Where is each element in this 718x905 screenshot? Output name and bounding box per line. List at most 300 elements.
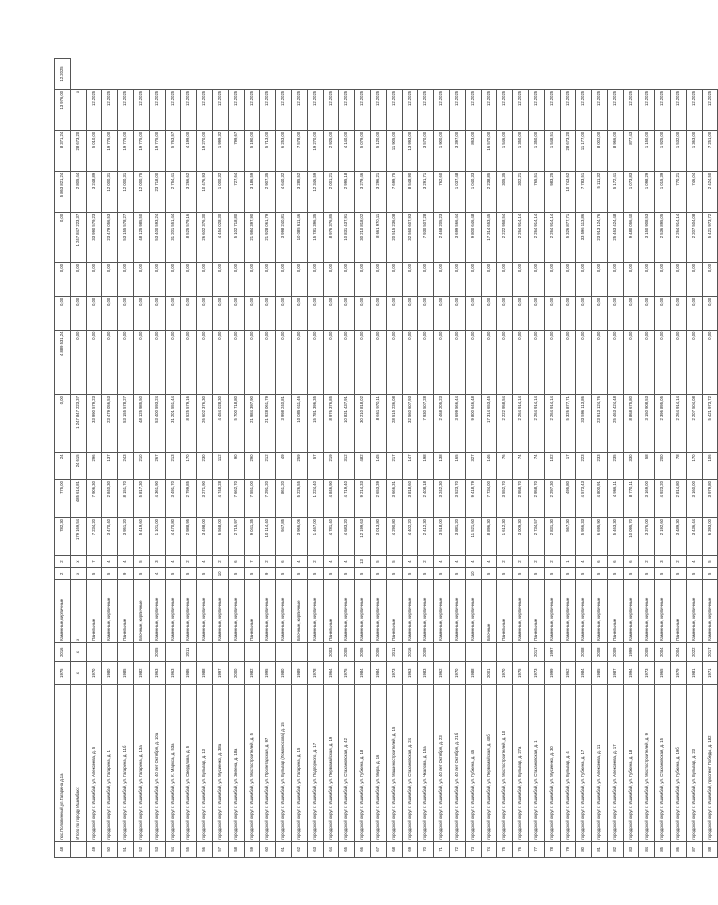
- table-cell: 3 491,70: [165, 480, 181, 518]
- table-cell: 0,00: [465, 330, 481, 395]
- table-row: [133, 59, 149, 858]
- table-cell: 5 463,30: [607, 517, 623, 555]
- table-cell: 0,00: [323, 330, 339, 395]
- table-cell: 79: [560, 841, 576, 857]
- table-cell: 51: [118, 841, 134, 857]
- table-cell: 0,00: [55, 296, 71, 330]
- table-cell: 4 640,32: [276, 171, 292, 212]
- table-cell: городской округ г. Ишимбай, ул. Первомайская, д. 40б: [481, 684, 497, 841]
- table-cell: 2 222 958,54: [497, 212, 513, 262]
- table-cell: 146: [481, 453, 497, 480]
- table-cell: 2 222 958,54: [497, 395, 513, 453]
- table-cell: 0,00: [497, 330, 513, 395]
- table-cell: 0,00: [639, 262, 655, 296]
- table-cell: 2 468 205,23: [434, 212, 450, 262]
- table-cell: 1965: [655, 662, 671, 685]
- table-cell: 0,00: [418, 262, 434, 296]
- table-cell: 68: [386, 841, 402, 857]
- table-cell: 7 578,00: [291, 130, 307, 171]
- table-cell: 7 783,51: [576, 171, 592, 212]
- table-cell: 2 958,70: [528, 480, 544, 518]
- table-cell: Каменные, кирпичные: [702, 580, 718, 642]
- table-cell: 0,00: [686, 330, 702, 395]
- table-cell: Каменные, кирпичные: [592, 580, 608, 642]
- table-cell: 30 210 818,02: [355, 212, 371, 262]
- table-cell: 1963: [165, 662, 181, 685]
- table-cell: 57: [212, 841, 228, 857]
- table-cell: 10 831 437,91: [339, 212, 355, 262]
- table-cell: 8 976 376,85: [323, 212, 339, 262]
- table-cell: 0,00: [323, 296, 339, 330]
- table-cell: 78: [671, 453, 687, 480]
- table-cell: 5: [386, 568, 402, 580]
- table-cell: городской округ г. Ишимбай, ул. Гагарина, д. 15: [291, 684, 307, 841]
- table-row: [370, 59, 386, 858]
- table-cell: 3 699 566,44: [449, 395, 465, 453]
- table-cell: городской округ г. Ишимбай, ул. К. Маркса, д. 53а: [165, 684, 181, 841]
- table-cell: Каменные, кирпичные: [655, 580, 671, 642]
- table-cell: 19 270,00: [307, 130, 323, 171]
- table-cell: 0,00: [686, 262, 702, 296]
- table-cell: 5: [370, 568, 386, 580]
- table-cell: 12.2025: [434, 89, 450, 130]
- table-cell: 1963: [402, 662, 418, 685]
- table-cell: 1995: [260, 662, 276, 685]
- table-cell: Панельные: [118, 580, 134, 642]
- table-cell: 2 799,85: [181, 480, 197, 518]
- table-cell: 12.2025: [560, 89, 576, 130]
- table-cell: 2009: [607, 642, 623, 661]
- table-cell: 4 683,20: [339, 517, 355, 555]
- table-cell: 2 814,80: [671, 480, 687, 518]
- table-cell: 1 098,29: [639, 171, 655, 212]
- table-cell: 3 518,00: [434, 517, 450, 555]
- table-cell: 12.2025: [576, 89, 592, 130]
- table-cell: 1 925,00: [655, 130, 671, 171]
- table-cell: 2005: [149, 642, 165, 661]
- table-cell: 4: [149, 568, 165, 580]
- table-cell: городской округ г. Ишимбай, ул. Губкина, д. 18: [355, 684, 371, 841]
- table-cell: [465, 642, 481, 661]
- table-cell: 65: [339, 841, 355, 857]
- table-cell: 12.2025: [133, 89, 149, 130]
- table-cell: 10 085 611,46: [291, 395, 307, 453]
- table-cell: 4 454 028,30: [212, 212, 228, 262]
- table-cell: 7 662,70: [228, 480, 244, 518]
- table-cell: 2006: [355, 642, 371, 661]
- table-row: [228, 59, 244, 858]
- table-cell: 12.2025: [339, 89, 355, 130]
- table-row: [149, 59, 165, 858]
- table-row: [528, 59, 544, 858]
- table-cell: 233: [592, 453, 608, 480]
- table-cell: 5 172,41: [607, 171, 623, 212]
- table-cell: 1 247 847 223,37: [70, 212, 86, 262]
- table-cell: 2 264 914,14: [544, 212, 560, 262]
- table-cell: городской округ г. Ишимбай, ул. 40 лет Октября, д. 23: [434, 684, 450, 841]
- table-cell: 4: [449, 555, 465, 567]
- table-cell: 947,85: [276, 517, 292, 555]
- table-cell: 6: [228, 555, 244, 567]
- table-cell: 3 291,71: [418, 171, 434, 212]
- table-cell: 2: [307, 555, 323, 567]
- table-cell: 0,00: [418, 330, 434, 395]
- table-cell: 495,80: [560, 480, 576, 518]
- table-cell: 1980: [276, 662, 292, 685]
- table-cell: [560, 642, 576, 661]
- table-cell: 2 831,30: [544, 517, 560, 555]
- table-cell: 0,00: [291, 296, 307, 330]
- table-cell: 10: [465, 568, 481, 580]
- table-cell: 3 242,30: [434, 480, 450, 518]
- table-cell: 11 177,00: [576, 130, 592, 171]
- table-row: [607, 59, 623, 858]
- table-cell: 2 264 914,14: [513, 395, 529, 453]
- table-cell: 2011: [181, 642, 197, 661]
- table-cell: 6 253,00: [276, 130, 292, 171]
- table-cell: 0,00: [513, 296, 529, 330]
- table-cell: 3 881,20: [449, 517, 465, 555]
- table-cell: Блочные, кирпичные: [133, 580, 149, 642]
- table-cell: 12.2025: [355, 89, 371, 130]
- table-cell: 983,25: [544, 171, 560, 212]
- table-cell: 5: [702, 568, 718, 580]
- table-cell: 0,00: [323, 262, 339, 296]
- table-cell: 88: [702, 841, 718, 857]
- table-cell: 0,00: [86, 262, 102, 296]
- table-cell: 1999: [544, 662, 560, 685]
- table-cell: 5: [86, 568, 102, 580]
- table-cell: 4: [686, 555, 702, 567]
- table-cell: 4 923,20: [655, 480, 671, 518]
- table-cell: 23 718,00: [149, 171, 165, 212]
- table-cell: 23 913 124,76: [592, 212, 608, 262]
- table-cell: 0,00: [402, 262, 418, 296]
- table-cell: 200: [655, 453, 671, 480]
- table-cell: 765,51: [528, 171, 544, 212]
- table-row: [576, 59, 592, 858]
- table-cell: 1987: [607, 662, 623, 685]
- rotated-register-table: [54, 58, 712, 858]
- table-cell: 24: [55, 453, 71, 480]
- table-cell: 230: [197, 453, 213, 480]
- table-cell: 0,00: [339, 262, 355, 296]
- table-cell: 3 169,00: [639, 480, 655, 518]
- table-cell: 75: [497, 841, 513, 857]
- table-cell: 12.2025: [465, 89, 481, 130]
- table-cell: 0,00: [655, 296, 671, 330]
- table-cell: 12 000,31: [118, 171, 134, 212]
- table-cell: 5 421 973,72: [702, 395, 718, 453]
- table-cell: 4: [291, 555, 307, 567]
- table-cell: 6: [592, 555, 608, 567]
- table-cell: 1 532,00: [671, 130, 687, 171]
- table-cell: 179 169,54: [70, 517, 86, 555]
- table-cell: 0,00: [102, 296, 118, 330]
- table-cell: 4 140,00: [339, 130, 355, 171]
- table-cell: 0,00: [339, 296, 355, 330]
- table-cell: 0,00: [55, 395, 71, 453]
- table-cell: 21 928 061,79: [260, 212, 276, 262]
- table-cell: 3 248,89: [86, 171, 102, 212]
- table-cell: 12 199,63: [355, 517, 371, 555]
- table-cell: 0,00: [449, 330, 465, 395]
- table-cell: 5: [307, 568, 323, 580]
- table-cell: 4 889 531,24: [55, 330, 71, 395]
- table-cell: Каменные, кирпичные: [639, 580, 655, 642]
- table-cell: 5 713,00: [260, 130, 276, 171]
- table-cell: 57: [307, 453, 323, 480]
- table-cell: 0,00: [212, 330, 228, 395]
- table-cell: 54: [165, 841, 181, 857]
- table-cell: 5: [592, 568, 608, 580]
- table-cell: 4 846,90: [323, 480, 339, 518]
- table-cell: 2016: [402, 642, 418, 661]
- table-cell: 12.2025: [149, 89, 165, 130]
- table-cell: 58: [639, 453, 655, 480]
- table-cell: 2 958,70: [513, 480, 529, 518]
- table-cell: 12 346,59: [307, 171, 323, 212]
- table-cell: 1 150,00: [639, 130, 655, 171]
- table-cell: 0,00: [370, 262, 386, 296]
- table-cell: 8 976 376,85: [323, 395, 339, 453]
- table-cell: 12.2025: [181, 89, 197, 130]
- table-cell: 4 719,40: [339, 480, 355, 518]
- table-cell: 5: [133, 568, 149, 580]
- table-cell: Каменные, кирпичные: [197, 580, 213, 642]
- table-cell: 2: [528, 555, 544, 567]
- table-cell: 78: [544, 841, 560, 857]
- table-cell: 2: [181, 555, 197, 567]
- table-cell: 2009: [418, 642, 434, 661]
- table-cell: 5 010,00: [86, 130, 102, 171]
- table-cell: 5 763,57: [165, 130, 181, 171]
- table-cell: 2016: [55, 642, 71, 661]
- table-cell: 3 699 566,44: [449, 212, 465, 262]
- table-cell: 861,20: [276, 480, 292, 518]
- table-cell: 55: [181, 841, 197, 857]
- table-cell: Каменные, кирпичные: [576, 580, 592, 642]
- table-cell: 0,00: [291, 262, 307, 296]
- table-cell: городской округ г. Ишимбай, ул. Стахановская, д. 24: [402, 684, 418, 841]
- table-cell: 2 238,85: [481, 171, 497, 212]
- table-cell: 2005: [339, 642, 355, 661]
- table-cell: 6 393,00: [702, 517, 718, 555]
- table-cell: 2: [671, 555, 687, 567]
- table-cell: 0,00: [576, 330, 592, 395]
- table-cell: городской округ г. Ишимбай, ул. Подгорного, д. 17: [307, 684, 323, 841]
- table-cell: 74: [513, 453, 529, 480]
- table-cell: 259: [291, 453, 307, 480]
- table-cell: 0,00: [228, 262, 244, 296]
- table-cell: Панельные: [528, 580, 544, 642]
- table-cell: 0,00: [544, 330, 560, 395]
- table-cell: 1999: [623, 642, 639, 661]
- table-cell: Каменные, кирпичные: [228, 580, 244, 642]
- table-cell: 145: [370, 453, 386, 480]
- table-cell: [70, 841, 86, 857]
- table-cell: 5: [671, 568, 687, 580]
- table-cell: 3 998 240,81: [276, 212, 292, 262]
- table-cell: 3 979,80: [702, 480, 718, 518]
- table-cell: 2 192,60: [655, 517, 671, 555]
- table-cell: 7 551,00: [244, 480, 260, 518]
- table-cell: 84: [639, 841, 655, 857]
- table-body: [55, 59, 718, 858]
- table-cell: 9 418,79: [465, 480, 481, 518]
- table-cell: городской округ г. Ишимбай, ул. Мусиенко, д. 38а: [212, 684, 228, 841]
- table-row: [260, 59, 276, 858]
- table-cell: Каменные, кирпичные: [402, 580, 418, 642]
- table-cell: городской округ г. Ишимбай, ул. Стахановская, д. 15: [655, 684, 671, 841]
- table-cell: 302,21: [513, 171, 529, 212]
- table-cell: 746,04: [686, 171, 702, 212]
- table-cell: Каменные, кирпичные: [307, 580, 323, 642]
- table-cell: Каменные,кирпичные: [55, 580, 71, 642]
- table-cell: 0,00: [228, 330, 244, 395]
- table-cell: 12.2025: [291, 89, 307, 130]
- table-cell: 59: [244, 841, 260, 857]
- table-cell: 4 748,28: [212, 480, 228, 518]
- table-cell: 1 350,00: [528, 130, 544, 171]
- table-cell: 67: [370, 841, 386, 857]
- table-cell: городской округ г. Ишимбай, ул. Свердлова, д. 5: [181, 684, 197, 841]
- table-cell: 3 397,00: [449, 130, 465, 171]
- table-cell: 1970: [497, 662, 513, 685]
- table-cell: 53 400 593,24: [149, 395, 165, 453]
- table-cell: 10: [212, 568, 228, 580]
- table-cell: 23 913 124,76: [592, 395, 608, 453]
- table-cell: городской округ г. Ишимбай, ул. Алексеева, д. 5: [86, 684, 102, 841]
- table-cell: 74: [528, 453, 544, 480]
- table-cell: 9: [260, 568, 276, 580]
- table-cell: 49: [86, 841, 102, 857]
- table-cell: 19 775,00: [118, 130, 134, 171]
- table-cell: 1975: [513, 662, 529, 685]
- table-cell: 2 805,44: [70, 171, 86, 212]
- table-cell: 66: [355, 841, 371, 857]
- table-cell: 12 000,31: [102, 171, 118, 212]
- table-cell: 9 800 646,48: [465, 212, 481, 262]
- table-cell: 1984: [370, 662, 386, 685]
- table-cell: 81: [592, 841, 608, 857]
- table-cell: 12.2025: [481, 89, 497, 130]
- table-cell: [276, 642, 292, 661]
- table-row: [671, 59, 687, 858]
- table-cell: 69: [402, 841, 418, 857]
- table-cell: 137: [102, 453, 118, 480]
- table-cell: [291, 642, 307, 661]
- table-cell: 0,00: [291, 330, 307, 395]
- table-cell: 0,00: [481, 330, 497, 395]
- table-cell: 877,43: [623, 130, 639, 171]
- table-cell: Каменные, кирпичные: [370, 580, 386, 642]
- table-cell: [133, 642, 149, 661]
- table-cell: 3 266,62: [181, 171, 197, 212]
- table-cell: 5: [276, 568, 292, 580]
- table-cell: 0,00: [434, 330, 450, 395]
- table-cell: 0,00: [307, 330, 323, 395]
- table-row: [465, 59, 481, 858]
- table-row: [339, 59, 355, 858]
- table-cell: [449, 642, 465, 661]
- table-cell: 305,35: [497, 171, 513, 212]
- table-cell: 0,00: [528, 330, 544, 395]
- table-cell: 5: [228, 568, 244, 580]
- table-cell: 30 210 818,02: [355, 395, 371, 453]
- table-cell: 2004: [655, 642, 671, 661]
- table-cell: городской округ г. Ишимбай, ул. Бульвар (Ломоносова) д. 15: [276, 684, 292, 841]
- table-cell: 3 013,80: [370, 517, 386, 555]
- table-cell: 3 186,59: [244, 171, 260, 212]
- table-cell: городской округ г. Ишимбай, ул. Стахановская, д. 1: [528, 684, 544, 841]
- table-cell: 12 000,75: [133, 171, 149, 212]
- table-cell: городской округ г. Ишимбай, ул. Первомайская, д. 19: [323, 684, 339, 841]
- table-cell: 2: [55, 568, 71, 580]
- table-cell: 0,00: [165, 296, 181, 330]
- table-cell: 138: [434, 453, 450, 480]
- table-row: [544, 59, 560, 858]
- table-cell: 33 596 113,86: [576, 395, 592, 453]
- table-cell: 4: [102, 555, 118, 567]
- table-cell: 775,00: [55, 480, 71, 518]
- table-cell: 6: [623, 555, 639, 567]
- table-cell: городской округ г. Ишимбай, ул. Мира, д. 16: [370, 684, 386, 841]
- table-cell: 4: [339, 555, 355, 567]
- table-cell: 7 291,20: [260, 480, 276, 518]
- table-cell: 5: [544, 568, 560, 580]
- table-cell: 19 775,00: [149, 130, 165, 171]
- table-cell: 0,00: [702, 330, 718, 395]
- table-cell: городской округ г. Ишимбай, ул. Гагарина, д. 13а: [133, 684, 149, 841]
- table-cell: 567,30: [560, 517, 576, 555]
- table-cell: [260, 642, 276, 661]
- table-cell: городской округ г. Ишимбай, проспект Победы, д. 182: [702, 684, 718, 841]
- table-cell: 2 734,57: [528, 517, 544, 555]
- table-cell: 0,00: [402, 296, 418, 330]
- table-cell: 0,00: [102, 262, 118, 296]
- table-cell: 0,00: [149, 296, 165, 330]
- table-cell: 10 114,40: [260, 517, 276, 555]
- table-cell: 0,00: [260, 330, 276, 395]
- table-cell: 90: [228, 453, 244, 480]
- table-cell: 4: [197, 555, 213, 567]
- table-cell: 296: [86, 453, 102, 480]
- table-cell: 13: [355, 555, 371, 567]
- table-row: [291, 59, 307, 858]
- table-cell: 2003: [323, 642, 339, 661]
- table-cell: 0,00: [639, 296, 655, 330]
- table-cell: 0,00: [181, 330, 197, 395]
- table-cell: 28 515 236,08: [386, 395, 402, 453]
- table-cell: Каменные, кирпичные: [102, 580, 118, 642]
- table-cell: Панельные: [86, 580, 102, 642]
- table-cell: 3 570,00: [418, 130, 434, 171]
- table-cell: 6 695,90: [592, 517, 608, 555]
- table-cell: 10 095,70: [623, 517, 639, 555]
- table-cell: 2: [55, 555, 71, 567]
- table-row: [592, 59, 608, 858]
- table-cell: 0,00: [244, 330, 260, 395]
- table-cell: 5 079,00: [355, 130, 371, 171]
- table-cell: 2001: [481, 662, 497, 685]
- table-cell: 0,00: [513, 262, 529, 296]
- table-cell: 0,00: [228, 296, 244, 330]
- table-cell: 1970: [449, 662, 465, 685]
- table-cell: 1980: [102, 662, 118, 685]
- table-cell: 0,00: [165, 330, 181, 395]
- table-cell: 5: [355, 568, 371, 580]
